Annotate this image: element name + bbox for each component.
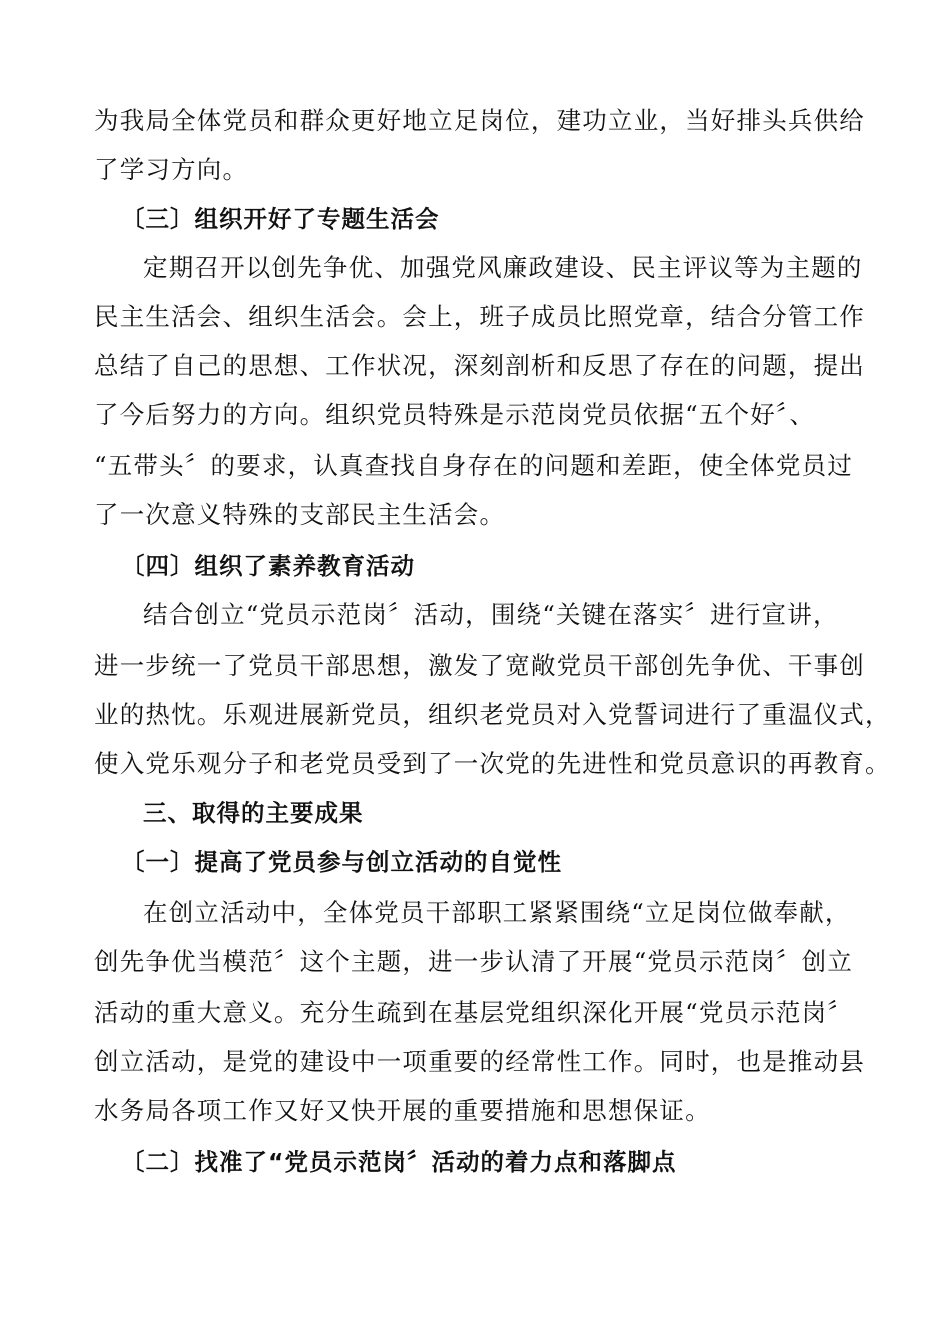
- body-line: 在创立活动中，全体党员干部职工紧紧围绕“立足岗位做奉献，: [143, 898, 851, 927]
- body-line: 创立活动，是党的建设中一项重要的经常性工作。同时，也是推动县: [94, 1047, 865, 1076]
- body-line: 了一次意义特殊的支部民主生活会。: [94, 500, 506, 529]
- section-heading: 〔三〕组织开好了专题生活会: [121, 205, 440, 233]
- body-line: 活动的重大意义。充分生疏到在基层党组织深化开展“党员示范岗〞: [94, 998, 854, 1027]
- body-line: “五带头〞的要求，认真查找自身存在的问题和差距，使全体党员过: [94, 451, 854, 480]
- body-line: 业的热忱。乐观进展新党员，组织老党员对入党誓词进行了重温仪式，: [94, 700, 891, 729]
- body-line: 创先争优当模范〞这个主题，进一步认清了开展“党员示范岗〞创立: [94, 947, 854, 976]
- body-line: 了今后努力的方向。组织党员特殊是示范岗党员依据“五个好〞、: [94, 400, 816, 429]
- body-line: 定期召开以创先争优、加强党风廉政建设、民主评议等为主题的: [143, 253, 863, 282]
- section-heading: 〔二〕找准了“党员示范岗〞活动的着力点和落脚点: [121, 1148, 677, 1176]
- body-line: 了学习方向。: [94, 155, 249, 184]
- body-line: 为我局全体党员和群众更好地立足岗位，建功立业，当好排头兵供给: [94, 106, 865, 135]
- body-line: 民主生活会、组织生活会。会上，班子成员比照党章，结合分管工作: [94, 302, 865, 331]
- body-line: 水务局各项工作又好又快开展的重要措施和思想保证。: [94, 1096, 711, 1125]
- body-line: 结合创立“党员示范岗〞活动，围绕“关键在落实〞进行宣讲，: [143, 600, 839, 629]
- section-heading: 〔四〕组织了素养教育活动: [121, 552, 415, 580]
- body-line: 使入党乐观分子和老党员受到了一次党的先进性和党员意识的再教育。: [94, 749, 891, 778]
- section-heading: 三、取得的主要成果: [143, 799, 364, 827]
- body-line: 总结了自己的思想、工作状况，深刻剖析和反思了存在的问题，提出: [94, 351, 865, 380]
- body-line: 进一步统一了党员干部思想，激发了宽敞党员干部创先争优、干事创: [94, 651, 865, 680]
- section-heading: 〔一〕提高了党员参与创立活动的自觉性: [121, 848, 562, 876]
